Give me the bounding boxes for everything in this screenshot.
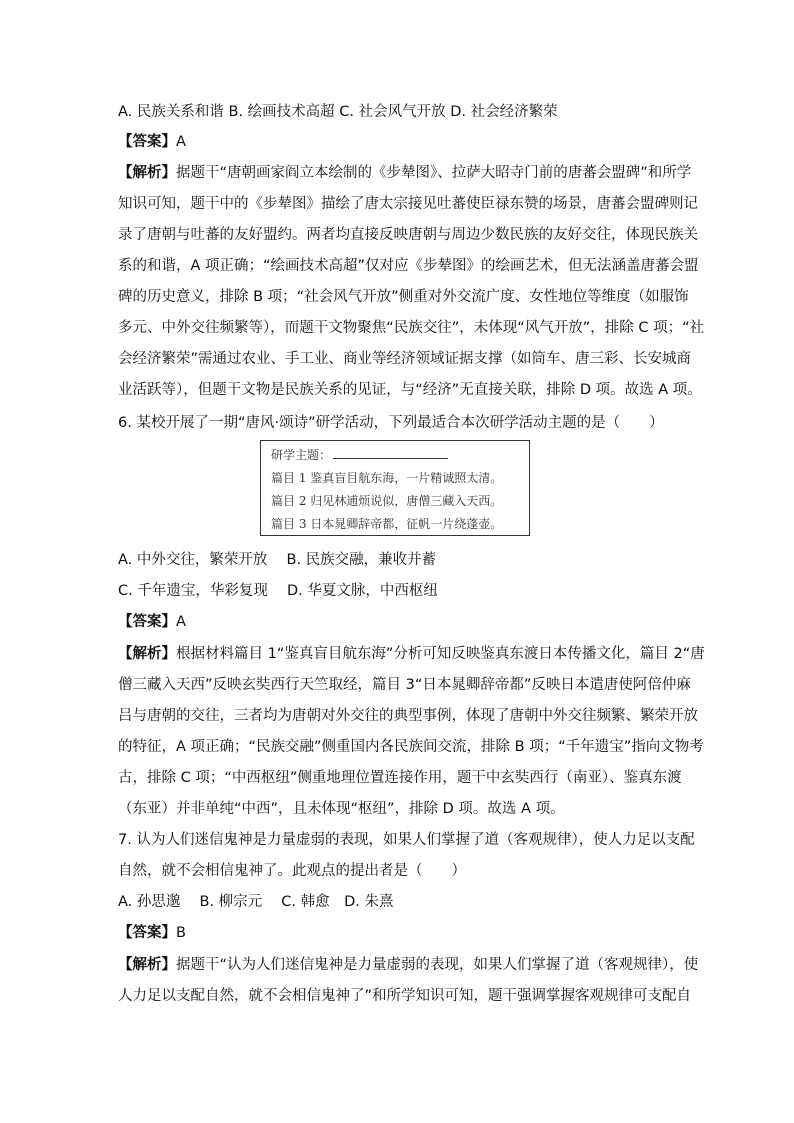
q6-analysis-line: 的特征，A 项正确；“民族交融”侧重国内各民族间交流，排除 B 项；“千年遗宝”指向文物考 [118,739,704,755]
material-box [260,440,530,536]
q6-analysis-line [118,644,705,664]
q5-options: A. 民族关系和谐 B. 绘画技术高超 C. 社会风气开放 D. 社会经济繁荣 [118,104,558,120]
q7-analysis-line [118,955,698,975]
q5-analysis-line: 系的和谐，A 项正确；“绘画技术高超”仅对应《步辇图》的绘画艺术，但无法涵盖唐蕃会盟 [118,258,699,274]
topic-blank [333,448,448,459]
analysis-text: 据题干“认为人们迷信鬼神是力量虚弱的表现，如果人们掌握了道（客观规律），使 [176,957,699,973]
topic-label: 研学主题： [271,448,332,462]
analysis-tag: 【解析】 [118,957,176,973]
q7-options: A. 孙思邈 B. 柳宗元 C. 韩愈 D. 朱熹 [118,894,394,910]
answer-tag: 【答案】 [118,925,176,941]
q7-stem-line: 自然，就不会相信鬼神了。此观点的提出者是（ ） [118,863,466,879]
analysis-tag: 【解析】 [118,646,176,662]
material-item-2: 篇目 2 归见林逋烦说似，唐僧三藏入天西。 [271,494,503,508]
answer-value: A [176,134,186,150]
material-item-3: 篇目 3 日本晁卿辞帝都，征帆一片绕蓬壶。 [271,517,503,531]
q5-analysis-line: 录了唐朝与吐蕃的友好盟约。两者均直接反映唐朝与周边少数民族的友好交往，体现民族关 [118,227,698,243]
q5-analysis-line: 知识可知，题干中的《步辇图》描绘了唐太宗接见吐蕃使臣禄东赞的场景，唐蕃会盟碑则记 [118,196,698,212]
q6-options-row-2: C. 千年遗宝，华彩复现 D. 华夏文脉，中西枢纽 [118,583,438,599]
q5-analysis-line: 多元、中外交往频繁等），而题干文物聚焦“民族交往”，未体现“风气开放”，排除 C 项；“社 [118,320,705,336]
q6-analysis-line: 古，排除 C 项；“中西枢纽”侧重地理位置连接作用，题干中玄奘西行（南亚）、鉴真东渡 [118,770,682,786]
q6-analysis-line: （东亚）并非单纯“中西”，且未体现“枢纽”，排除 D 项。故选 A 项。 [118,801,565,817]
q6-analysis-line: 僧三藏入天西”反映玄奘西行天竺取经，篇目 3“日本晁卿辞帝都”反映日本遣唐使阿倍仲麻 [118,677,691,693]
material-item-1: 篇目 1 鉴真盲目航东海，一片精诚照太清。 [271,471,503,485]
q6-options-row-1: A. 中外交往，繁荣开放 B. 民族交融，兼收并蓄 [118,552,437,568]
q7-stem-line: 7. 认为人们迷信鬼神是力量虚弱的表现，如果人们掌握了道（客观规律），使人力足以支配 [118,832,695,848]
q5-analysis-line: 会经济繁荣”需通过农业、手工业、商业等经济领域证据支撑（如筒车、唐三彩、长安城商 [118,351,692,367]
material-topic [271,447,448,463]
answer-value: A [176,614,186,630]
answer-value: B [176,925,186,941]
q5-answer [118,132,186,152]
q6-stem: 6. 某校开展了一期“唐风·颂诗”研学活动，下列最适合本次研学活动主题的是（ ） [118,415,664,431]
q5-analysis-line: 业活跃等），但题干文物是民族关系的见证，与“经济”无直接关联，排除 D 项。故选 A 项。 [118,382,702,398]
answer-tag: 【答案】 [118,134,176,150]
q5-analysis-line: 碑的历史意义，排除 B 项；“社会风气开放”侧重对外交流广度、女性地位等维度（如服饰 [118,289,689,305]
analysis-text: 据题干“唐朝画家阎立本绘制的《步辇图》、拉萨大昭寺门前的唐蕃会盟碑”和所学 [176,165,692,181]
q6-analysis-line: 吕与唐朝的交往，三者均为唐朝对外交往的典型事例，体现了唐朝中外交往频繁、繁荣开放 [118,708,698,724]
analysis-tag: 【解析】 [118,165,176,181]
q7-answer [118,923,186,943]
q5-analysis-line [118,163,691,183]
q7-analysis-line: 人力足以支配自然，就不会相信鬼神了”和所学知识可知，题干强调掌握客观规律可支配自 [118,988,692,1004]
q6-answer [118,612,186,632]
answer-tag: 【答案】 [118,614,176,630]
analysis-text: 根据材料篇目 1“鉴真盲目航东海”分析可知反映鉴真东渡日本传播文化，篇目 2“唐 [176,646,705,662]
